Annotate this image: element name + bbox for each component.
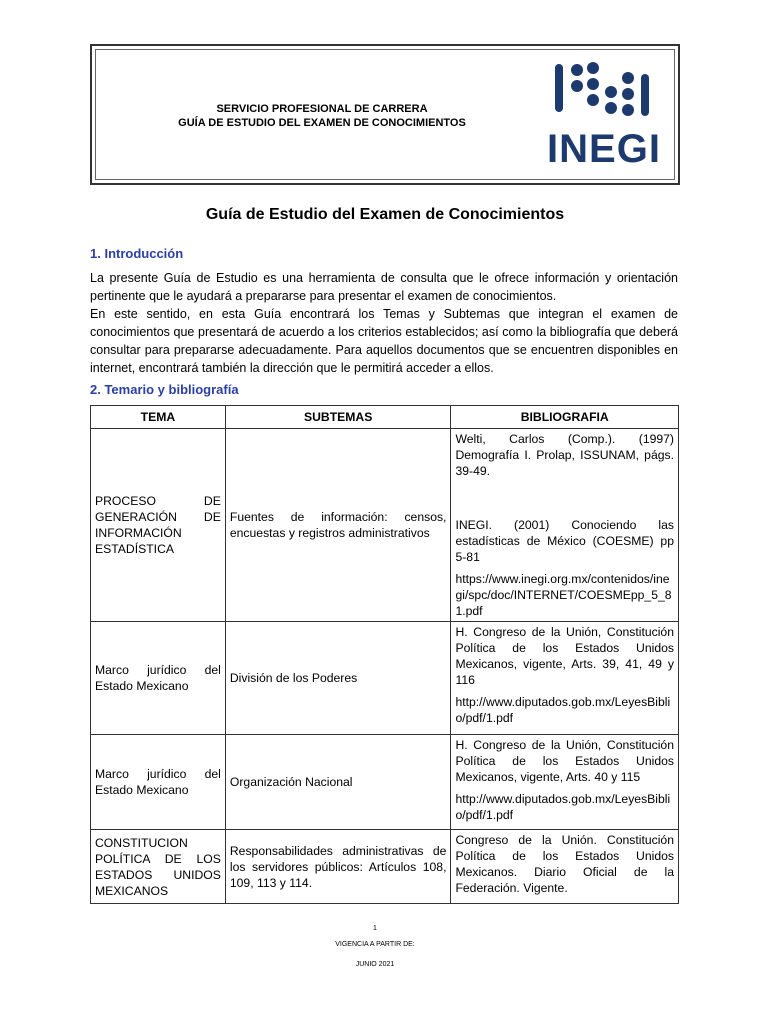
inegi-dots-icon — [544, 60, 664, 130]
inegi-logo — [544, 60, 664, 170]
document-header — [90, 44, 680, 185]
table-row — [91, 429, 679, 622]
cell-tema: Marco jurídico del Estado Mexicano — [91, 735, 226, 830]
header-subtemas: SUBTEMAS — [225, 406, 451, 429]
cell-bibliografia — [451, 429, 679, 622]
table-row — [91, 830, 679, 904]
header-tema: TEMA — [91, 406, 226, 429]
bib-entry: INEGI. (2001) Conociendo las estadísticas de México (COESME) pp 5-81 — [455, 518, 674, 564]
vigencia-date: JUNIO 2021 — [355, 961, 395, 968]
logo-wordmark: INEGI — [547, 127, 661, 171]
cell-subtema: Responsabilidades administrativas de los servidores públicos: Artículos 108, 109, 113 y 114. — [225, 830, 451, 904]
cell-subtema: Fuentes de información: censos, encuestas y registros administrativos — [225, 429, 451, 622]
cell-tema: Marco jurídico del Estado Mexicano — [91, 622, 226, 735]
header-bibliografia: BIBLIOGRAFIA — [451, 406, 679, 429]
document-title: Guía de Estudio del Examen de Conocimientos — [205, 206, 565, 223]
page-number: 1 — [373, 925, 377, 932]
cell-bibliografia — [451, 622, 679, 735]
bib-link[interactable]: http://www.diputados.gob.mx/LeyesBiblio/pdf/1.pdf — [455, 695, 671, 725]
vigencia-label: VIGENCIA A PARTIR DE: — [335, 941, 415, 948]
header-line-2: GUÍA DE ESTUDIO DEL EXAMEN DE CONOCIMIENTOS — [178, 117, 466, 129]
intro-paragraph-1: La presente Guía de Estudio es una herramienta de consulta que le ofrece información y orientación pertinente que le ayudará a prepararse para presentar el examen de conocimientos. — [90, 271, 678, 303]
cell-tema: PROCESO DE GENERACIÓN DE INFORMACIÓN ESTADÍSTICA — [91, 429, 226, 622]
table-row — [91, 735, 679, 830]
bib-entry: H. Congreso de la Unión, Constitución Política de los Estados Unidos Mexicanos, vigente, Arts. 40 y 115 — [455, 738, 674, 784]
temario-table — [90, 405, 679, 904]
bib-entry: Congreso de la Unión. Constitución Política de los Estados Unidos Mexicanos. Diario Oficial de la Federación. Vigente. — [455, 833, 674, 895]
header-text — [102, 102, 542, 130]
header-line-1: SERVICIO PROFESIONAL DE CARRERA — [216, 103, 428, 115]
bib-entry: Welti, Carlos (Comp.). (1997) Demografía I. Prolap, ISSUNAM, págs. 39-49. — [455, 432, 674, 478]
bib-link[interactable]: http://www.diputados.gob.mx/LeyesBiblio/pdf/1.pdf — [455, 792, 671, 822]
bib-link[interactable]: https://www.inegi.org.mx/contenidos/inegi/spc/doc/INTERNET/COESMEpp_5_81.pdf — [455, 572, 672, 618]
cell-tema: CONSTITUCION POLÍTICA DE LOS ESTADOS UNIDOS MEXICANOS — [91, 830, 226, 904]
cell-subtema: División de los Poderes — [225, 622, 451, 735]
cell-bibliografia — [451, 830, 679, 904]
table-row — [91, 622, 679, 735]
section-heading-temario: 2. Temario y bibliografía — [90, 382, 239, 397]
cell-subtema: Organización Nacional — [225, 735, 451, 830]
bib-entry: H. Congreso de la Unión, Constitución Política de los Estados Unidos Mexicanos, vigente, Arts. 39, 41, 49 y 116 — [455, 625, 674, 687]
section-heading-intro: 1. Introducción — [90, 246, 184, 261]
cell-bibliografia — [451, 735, 679, 830]
intro-paragraph-2: En este sentido, en esta Guía encontrará los Temas y Subtemas que integran el examen de conocimientos que presentará de acuerdo a los criterios establecidos; así como la bibliografía que deberá consultar para prepararse adecuadamente. Para aquellos documentos que se encuentren disponibles en internet, encontrará también la dirección que le permitirá acceder a ellos. — [90, 307, 678, 375]
table-header-row — [91, 406, 679, 429]
